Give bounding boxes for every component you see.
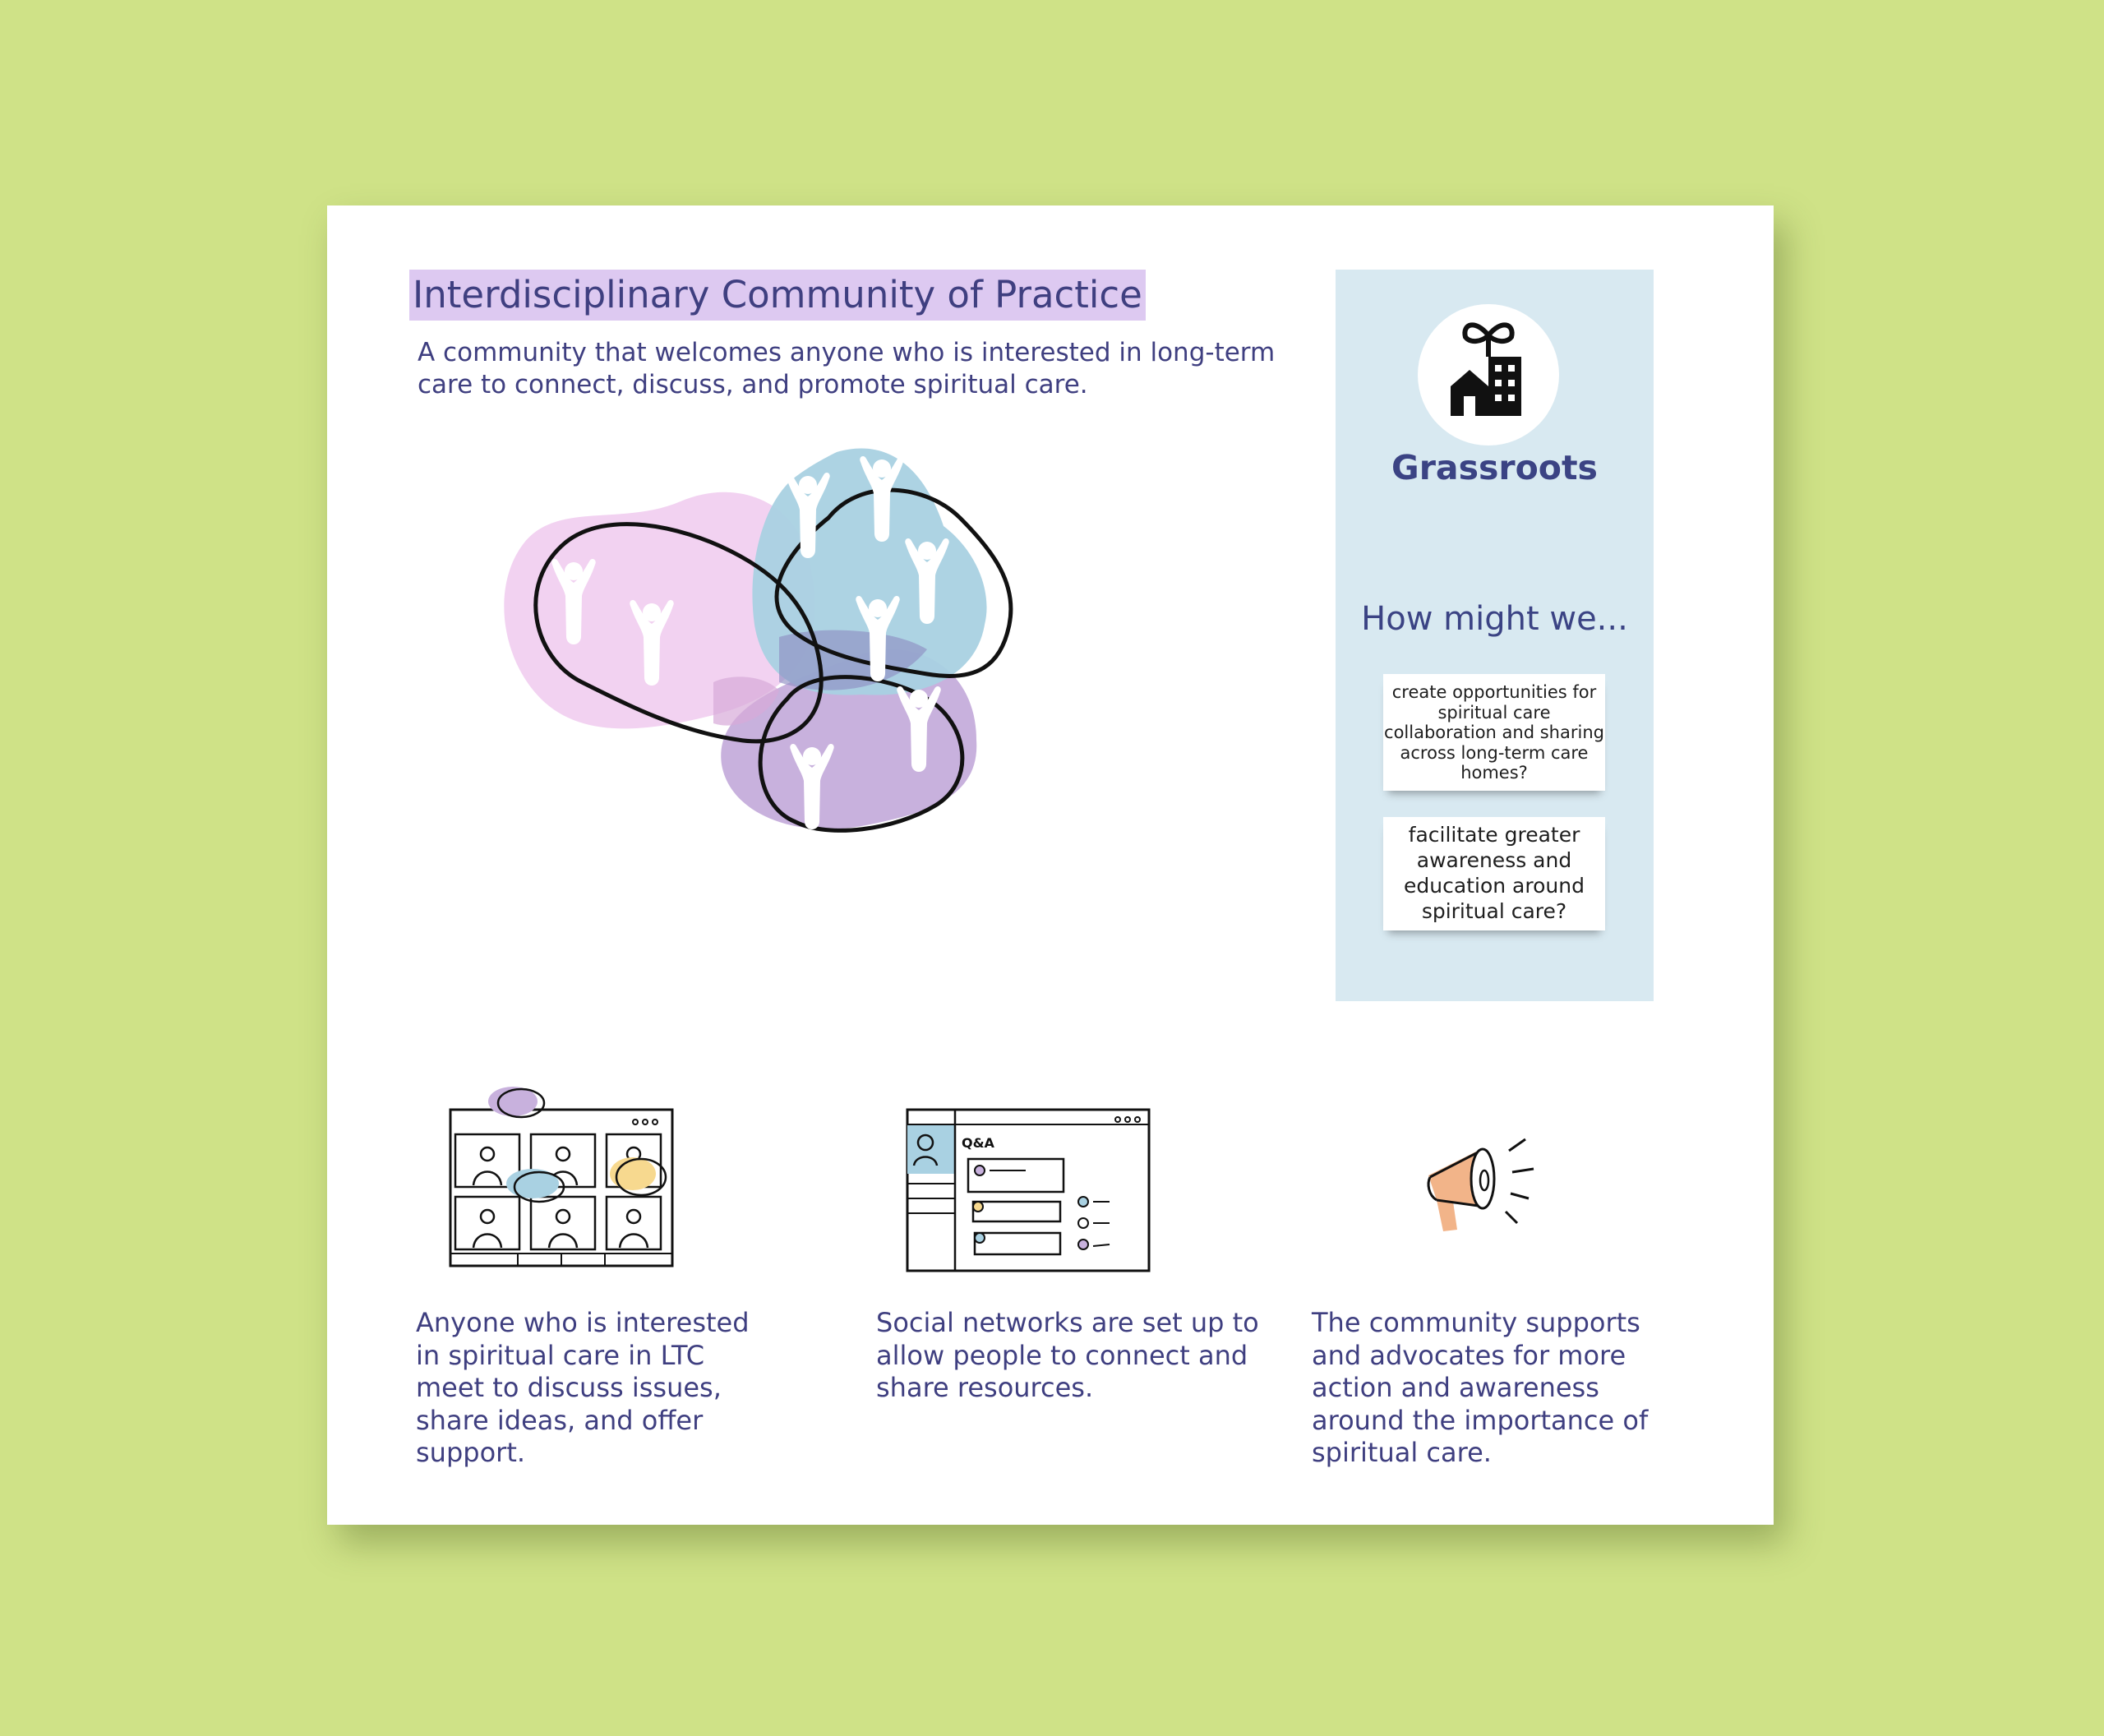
page-subtitle: A community that welcomes anyone who is interested in long-term care to connect, discuss, and promote spiritual care. — [418, 338, 1276, 399]
community-venn-icon — [467, 427, 1289, 1036]
video-call-grid-icon — [442, 1085, 705, 1282]
page-title: Interdisciplinary Community of Practice — [409, 270, 1146, 321]
qa-label: Q&A — [962, 1135, 994, 1151]
grassroots-panel — [1336, 270, 1654, 1001]
caption-social-networks: Social networks are set up to allow people to connect and share resources. — [876, 1307, 1259, 1403]
caption-meetups: Anyone who is interested in spiritual care in LTC meet to discuss issues, share ideas, and offer support. — [416, 1307, 750, 1468]
poster-card — [327, 205, 1774, 1525]
qa-forum-window-icon — [902, 1085, 1165, 1282]
caption-advocacy: The community supports and advocates for more action and awareness around the importance of spiritual care. — [1312, 1307, 1649, 1468]
grassroots-label: Grassroots — [1391, 448, 1598, 487]
megaphone-icon — [1412, 1118, 1568, 1258]
how-might-we-heading: How might we... — [1361, 600, 1628, 638]
sticky-note: create opportunities for spiritual care collaboration and sharing across long-term care homes? — [1383, 674, 1605, 791]
sticky-note: facilitate greater awareness and education around spiritual care? — [1383, 817, 1605, 930]
house-building-sprout-icon — [1418, 304, 1559, 446]
